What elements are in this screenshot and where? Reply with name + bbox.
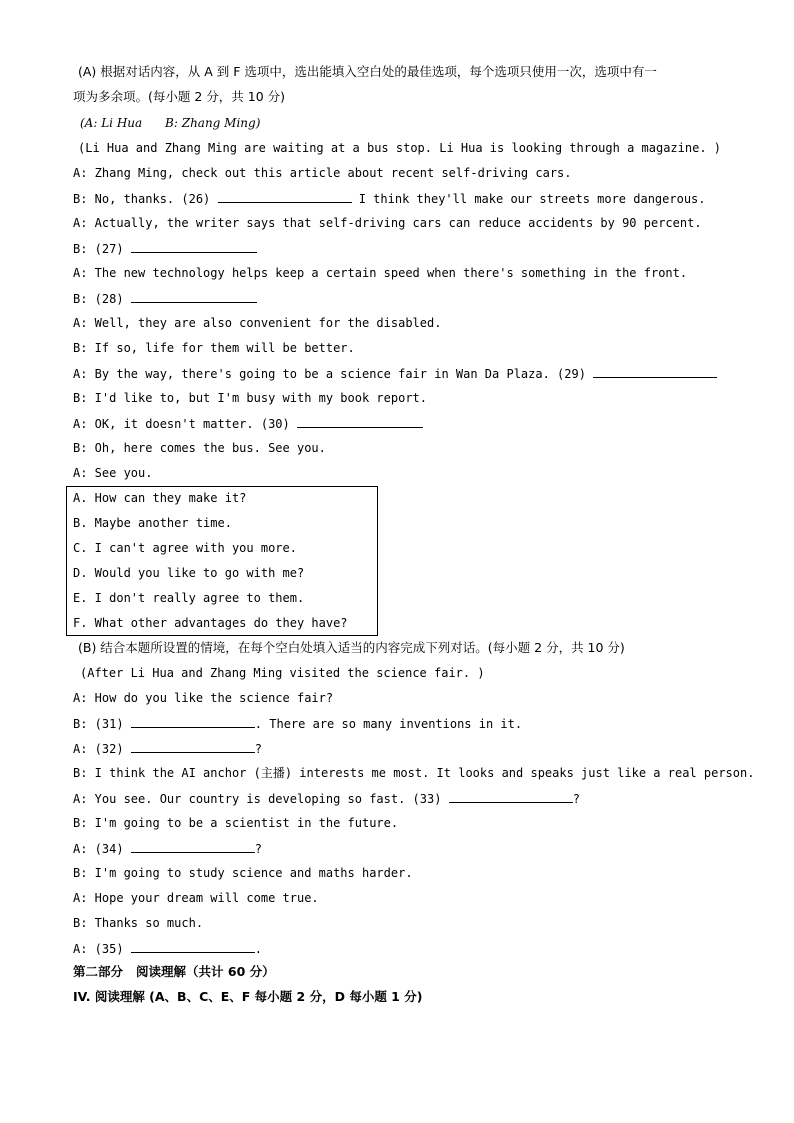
dialogue-line: A: OK, it doesn't matter. (30) xyxy=(73,415,423,432)
answer-blank-30[interactable] xyxy=(297,415,423,428)
section-b-instruction: (B) 结合本题所设置的情境，在每个空白处填入适当的内容完成下列对话。(每小题 2 分，共 10 分) xyxy=(78,640,625,655)
dialogue-line: A: By the way, there's going to be a science fair in Wan Da Plaza. (29) xyxy=(73,365,717,382)
dialogue-line: A: See you. xyxy=(73,466,153,480)
option-a: A. How can they make it? xyxy=(73,491,247,505)
dialogue-line: A: Zhang Ming, check out this article about recent self-driving cars. xyxy=(73,166,572,180)
option-f: F. What other advantages do they have? xyxy=(73,616,348,630)
dialogue-line: A: (35) . xyxy=(73,942,263,956)
dialogue-line: A: (32) ? xyxy=(73,742,263,756)
options-box xyxy=(66,486,378,636)
answer-blank-28[interactable] xyxy=(131,290,257,303)
dialogue-line: B: (28) xyxy=(73,290,257,307)
answer-blank-33[interactable] xyxy=(449,790,573,803)
reading-section-heading: IV. 阅读理解 (A、B、C、E、F 每小题 2 分，D 每小题 1 分) xyxy=(73,989,423,1004)
answer-blank-35[interactable] xyxy=(131,940,255,953)
dialogue-line: A: Well, they are also convenient for the disabled. xyxy=(73,316,442,330)
speakers-legend: (A: Li Hua B: Zhang Ming) xyxy=(80,116,261,130)
part-two-heading: 第二部分 阅读理解（共计 60 分） xyxy=(73,964,275,979)
scene-description-a: (Li Hua and Zhang Ming are waiting at a bus stop. Li Hua is looking through a magazine. ) xyxy=(78,141,721,155)
dialogue-line: B: If so, life for them will be better. xyxy=(73,341,355,355)
section-a-instruction-line2: 项为多余项。(每小题 2 分，共 10 分) xyxy=(73,89,286,104)
answer-blank-27[interactable] xyxy=(131,240,257,253)
option-b: B. Maybe another time. xyxy=(73,516,232,530)
dialogue-line: B: No, thanks. (26) I think they'll make our streets more dangerous. xyxy=(73,192,706,206)
dialogue-line: A: You see. Our country is developing so fast. (33) ? xyxy=(73,792,580,806)
option-e: E. I don't really agree to them. xyxy=(73,591,305,605)
dialogue-line: B: (31) . There are so many inventions in it. xyxy=(73,717,523,731)
option-d: D. Would you like to go with me? xyxy=(73,566,305,580)
answer-blank-31[interactable] xyxy=(131,715,255,728)
dialogue-line: B: I'm going to study science and maths harder. xyxy=(73,866,413,880)
dialogue-line: B: (27) xyxy=(73,240,257,257)
dialogue-line: B: I'm going to be a scientist in the future. xyxy=(73,816,399,830)
dialogue-line: B: I think the AI anchor (主播) interests me most. It looks and speaks just like a real person. xyxy=(73,766,755,780)
dialogue-line: A: How do you like the science fair? xyxy=(73,691,334,705)
dialogue-line: A: Actually, the writer says that self-driving cars can reduce accidents by 90 percent. xyxy=(73,216,702,230)
answer-blank-32[interactable] xyxy=(131,740,255,753)
answer-blank-34[interactable] xyxy=(131,840,255,853)
answer-blank-26[interactable] xyxy=(218,190,352,203)
dialogue-line: A: The new technology helps keep a certain speed when there's something in the front. xyxy=(73,266,688,280)
section-a-instruction-line1: (A) 根据对话内容，从 A 到 F 选项中，选出能填入空白处的最佳选项，每个选项只使用一次，选项中有一 xyxy=(78,64,657,79)
dialogue-line: B: Thanks so much. xyxy=(73,916,204,930)
dialogue-line: B: Oh, here comes the bus. See you. xyxy=(73,441,326,455)
dialogue-line: B: I'd like to, but I'm busy with my book report. xyxy=(73,391,428,405)
option-c: C. I can't agree with you more. xyxy=(73,541,297,555)
answer-blank-29[interactable] xyxy=(593,365,717,378)
scene-description-b: (After Li Hua and Zhang Ming visited the science fair. ) xyxy=(80,666,485,680)
dialogue-line: A: Hope your dream will come true. xyxy=(73,891,319,905)
dialogue-line: A: (34) ? xyxy=(73,842,263,856)
